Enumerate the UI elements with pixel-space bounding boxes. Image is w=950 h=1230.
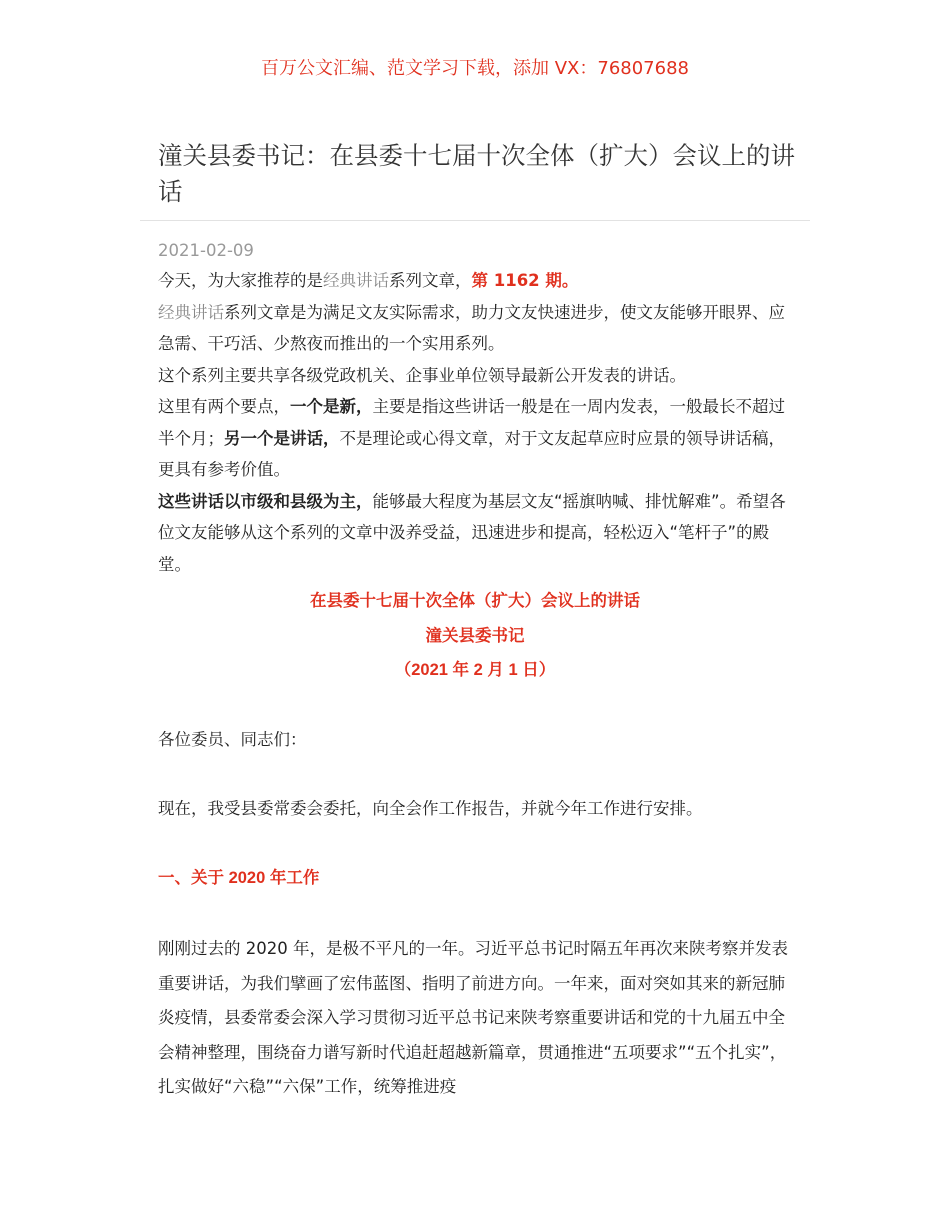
speech-date: （2021 年 2 月 1 日）	[394, 661, 556, 679]
header-banner: 百万公文汇编、范文学习下载，添加 VX：76807688	[261, 58, 689, 79]
intro-text: 不是理论或心得文章，对于文友起草应时应景的领导讲话稿，更具有参考价值。	[158, 428, 785, 479]
intro-paragraph-1	[158, 265, 794, 297]
intro-paragraph-4	[158, 391, 794, 486]
article-title: 潼关县委书记：在县委十七届十次全体（扩大）会议上的讲话	[158, 141, 795, 206]
issue-number: 第 1162 期。	[471, 271, 579, 290]
intro-text: 今天，为大家推荐的是	[158, 271, 323, 290]
speech-opening: 现在，我受县委常委会委托，向全会作工作报告，并就今年工作进行安排。	[158, 799, 703, 818]
intro-text: 能够最大程度为基层文友“摇旗呐喊、排忧解难”。希望各位文友能够从这个系列的文章中汲养受益，迅速进步和提高，轻松迈入“笔杆子”的殿堂。	[158, 491, 786, 574]
speech-salutation: 各位委员、同志们：	[158, 730, 307, 749]
intro-paragraph-5	[158, 486, 794, 581]
key-point: 另一个是讲话，	[224, 428, 340, 448]
key-point: 这些讲话以市级和县级为主，	[158, 491, 373, 511]
title-divider	[140, 220, 810, 221]
key-point: 一个是新，	[290, 397, 373, 416]
speech-speaker: 潼关县委书记	[425, 627, 525, 645]
speech-heading: 在县委十七届十次全体（扩大）会议上的讲话	[310, 592, 640, 610]
intro-text: 系列文章，	[389, 271, 472, 290]
body-paragraph: 刚刚过去的 2020 年，是极不平凡的一年。习近平总书记时隔五年再次来陕考察并发表重要讲话，为我们擘画了宏伟蓝图、指明了前进方向。一年来，面对突如其来的新冠肺炎疫情，县委常委会深入学习贯彻习近平总书记来陕考察重要讲话和党的十九届五中全会精神整理，围绕奋力谱写新时代追赶超越新篇章，贯通推进“五项要求”“五个扎实”，扎实做好“六稳”“六保”工作，统筹推进疫	[158, 939, 788, 1096]
series-name: 经典讲话	[158, 302, 224, 322]
section-heading: 一、关于 2020 年工作	[158, 869, 320, 887]
article-date: 2021-02-09	[158, 241, 254, 260]
intro-text: 主要是指这些讲话一般是在一周内发表，一般最长不超过半个月；	[158, 397, 785, 448]
intro-section	[158, 265, 794, 580]
intro-text: 系列文章是为满足文友实际需求，助力文友快速进步，使文友能够开眼界、应急需、干巧活、少熬夜而推出的一个实用系列。	[158, 302, 785, 353]
intro-text: 这里有两个要点，	[158, 397, 290, 416]
series-name: 经典讲话	[323, 271, 389, 290]
intro-paragraph-3: 这个系列主要共享各级党政机关、企事业单位领导最新公开发表的讲话。	[158, 365, 686, 385]
intro-paragraph-2	[158, 297, 794, 360]
